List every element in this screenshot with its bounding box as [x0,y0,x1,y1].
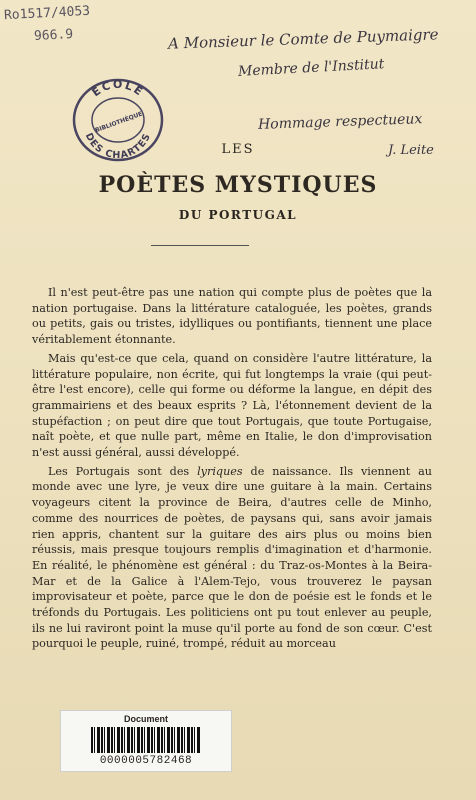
svg-text:ÉCOLE [90,78,147,99]
dedication-signature: J. Leite [388,143,434,158]
body-text [32,285,432,655]
shelfmark-line-2: 966.9 [33,26,74,45]
stamp-top-text: ÉCOLE [89,77,147,100]
dedication-line-1: A Monsieur le Comte de Puymaigre [167,25,439,53]
paragraph-1: Il n'est peut-être pas une nation qui compte plus de poètes que la nation portugaise. Dans la littérature cataloguée, les poètes, grands ou petits, gais ou tristes, idylliques ou pontifiants, tiennent une place véritablement étonnante. [32,286,432,347]
shelfmark-line-1: Ro1517/4053 [3,3,91,24]
dedication-line-3: Hommage respectueux [257,111,423,133]
stamp-bottom-text: DES CHARTES [82,131,154,162]
title-les: LES [221,142,255,157]
dedication-line-2: Membre de l'Institut [237,56,385,80]
stamp-middle-text: BIBLIOTHÈQUE [94,110,144,135]
title-divider [151,245,249,246]
page-title: POÈTES MYSTIQUES [98,172,378,198]
paragraph-2: Mais qu'est-ce que cela, quand on considère l'autre littérature, la littérature populaire, non écrite, qui fut longtemps la vraie (qui peut-être l'est encore), celle qui forme ou déforme la langue, en dépit des grammairiens et des beaux esprits ? Là, l'étonnement devient de la stupéfaction ; on peut dire que tout Portugais, que toute Portugaise, naît poète, et que nulle part, même en Italie, le don d'improvisation n'est aussi général, aussi développé. [32,351,432,460]
page-subtitle: DU PORTUGAL [178,208,298,222]
barcode-title: Document [123,714,168,724]
paragraph-3-emphasis: lyriques [197,464,243,478]
barcode-label [60,710,232,772]
barcode-bars [91,727,201,753]
paragraph-3-rest: de naissance. Ils viennent au monde avec une lyre, je veux dire une guitare à la main. Certains voyageurs citent la province de Beira, d'autres celle de Minho, comme des nourrices de poètes, de paysans qui, sans avoir jamais rien appris, chantent sur la guitare des airs plus ou moins bien réussis, mais presque toujours remplis d'imagination et d'harmonie. En réalité, le phénomène est général : du Traz-os-Montes à la Beira-Mar et de la Galice à l'Alem-Tejo, vous trouverez le paysan improvisateur et poète, parce que le don de poésie est le fonds et le tréfonds du Portugais. Les politiciens ont pu tout enlever au peuple, ils ne lui raviront point la muse qu'il porte au fond de son cœur. C'est pourquoi le peuple, ruiné, trompé, réduit au morceau [32,464,432,651]
paragraph-3 [32,464,432,652]
paragraph-3-start: Les Portugais sont des [48,464,198,478]
barcode-number: 0000005782468 [99,755,193,767]
